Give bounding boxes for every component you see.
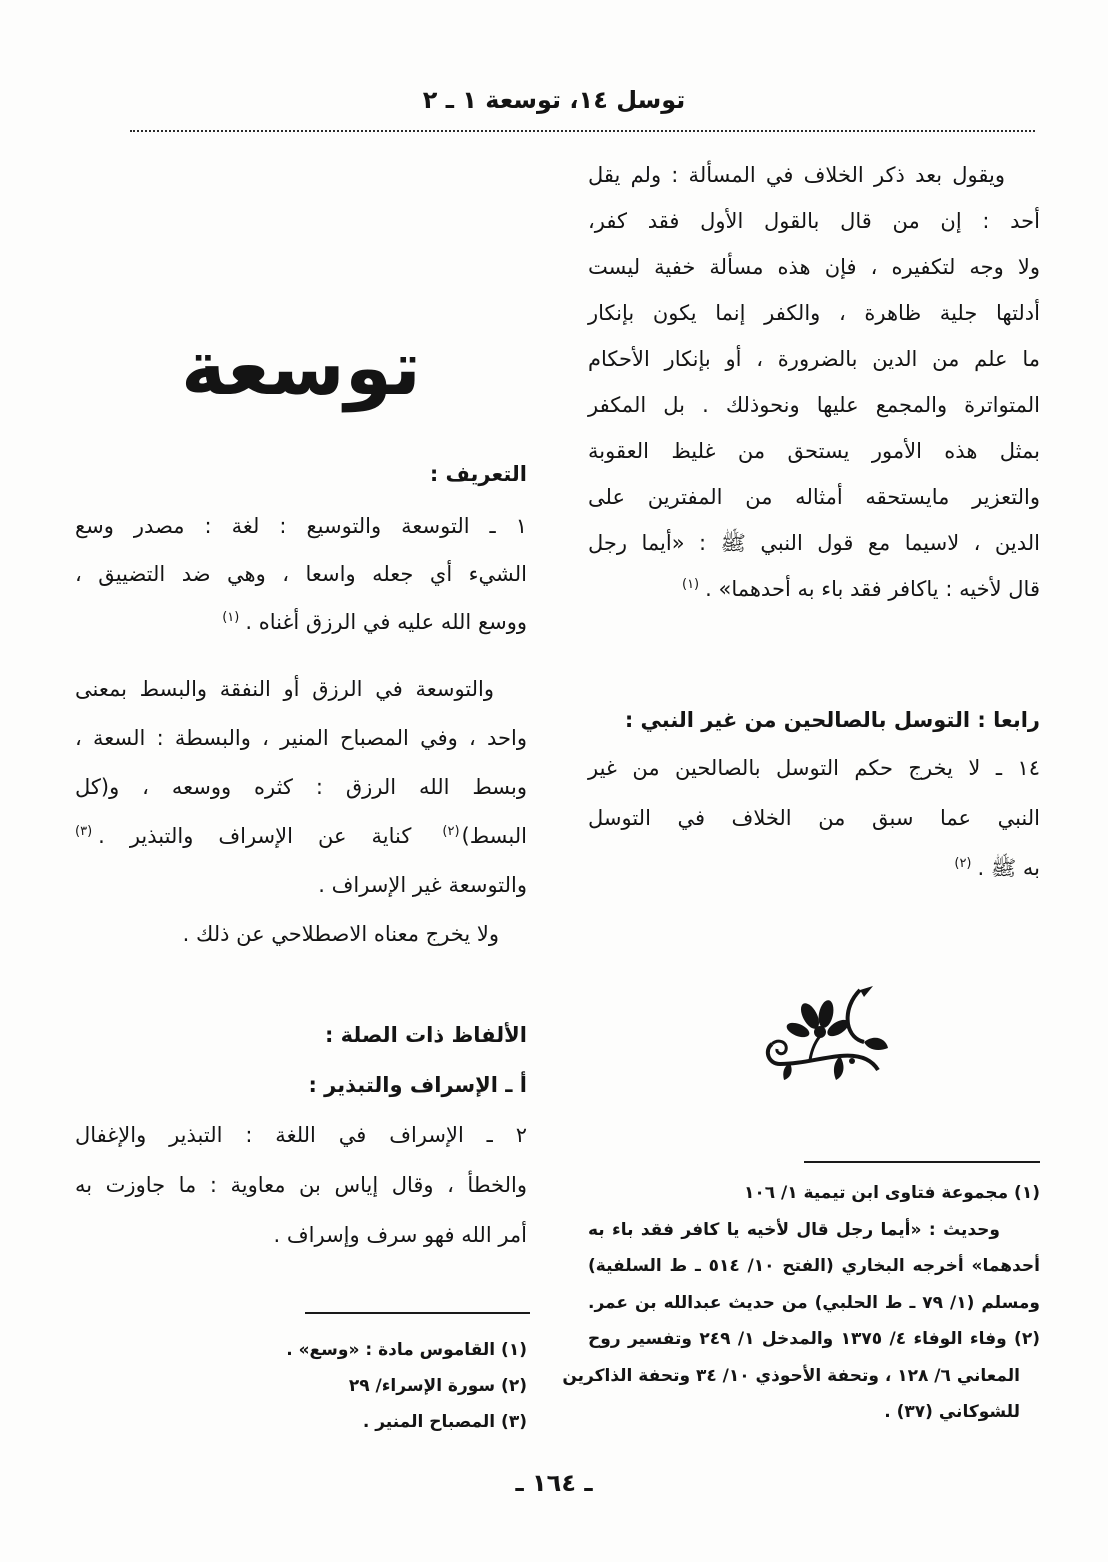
text-line <box>75 812 527 861</box>
footnote-line: (٣) المصباح المنير . <box>362 1412 527 1432</box>
text-line: ١٤ ـ لا يخرج حكم التوسل بالصالحين من غير <box>588 756 1040 780</box>
text-line: النبي عما سبق من الخلاف في التوسل <box>588 806 1040 830</box>
related-terms-section <box>75 1010 527 1260</box>
paragraph-3-line: ولا يخرج معناه الاصطلاحي عن ذلك . <box>182 922 499 946</box>
text-line <box>588 843 1040 893</box>
text-line: أحد : إن من قال بالقول الأول فقد كفر، <box>588 209 1040 233</box>
footnote-line: للشوكاني (٣٧) . <box>884 1402 1020 1422</box>
right-continuation-paragraph <box>588 152 1040 612</box>
paragraph-2 <box>75 665 527 959</box>
text-line: ٢ ـ الإسراف في اللغة : التبذير والإغفال <box>75 1123 527 1147</box>
footnote-line: (٢) وفاء الوفاء ٤/ ١٣٧٥ والمدخل ١/ ٢٤٩ وتفسير روح <box>588 1329 1040 1349</box>
paragraph-14 <box>588 743 1040 893</box>
footnote-marker: (١) <box>222 610 240 625</box>
footnote-line: (١) القاموس مادة : «وسع» . <box>286 1340 527 1360</box>
page-number: ـ ١٦٤ ـ <box>515 1469 593 1497</box>
text-line: ولا وجه لتكفيره ، فإن هذه مسألة خفية ليست <box>588 255 1040 279</box>
footnote-line: ومسلم (١/ ٧٩ ـ ط الحلبي) من حديث عبدالله بن عمر. <box>588 1292 1040 1313</box>
text-line: الدين ، لاسيما مع قول النبي ﷺ : «أيما رجل <box>588 531 1040 555</box>
right-footnotes <box>562 1175 1040 1431</box>
text-line: المتواترة والمجمع عليها ونحوذلك . بل المكفر <box>588 393 1040 417</box>
text-line: أمر الله فهو سرف وإسراف . <box>273 1223 527 1247</box>
text-line: واحد ، وفي المصباح المنير ، والبسطة : السعة ، <box>75 726 527 750</box>
footnote-line: وحديث : «أيما رجل قال لأخيه يا كافر فقد باء به <box>588 1219 1000 1240</box>
definition-heading: التعريف : <box>429 462 527 486</box>
text-line: وبسط الله الرزق : كثره ووسعه ، و(كل <box>75 775 527 799</box>
line-text: قال لأخيه : ياكافر فقد باء به أحدهما» . <box>705 577 1040 601</box>
text-line: ويقول بعد ذكر الخلاف في المسألة : ولم يقل <box>588 163 1005 187</box>
line-text: به ﷺ . <box>977 856 1040 880</box>
line-text: كناية عن الإسراف والتبذير . <box>98 824 412 848</box>
footnote-marker: (٣) <box>75 824 93 839</box>
paragraph-1 <box>75 502 527 646</box>
footnote-marker: (٢) <box>954 856 972 871</box>
text-line: بمثل هذه الأمور يستحق من غليظ العقوبة <box>588 439 1040 463</box>
footnote-line: أحدهما» أخرجه البخاري (الفتح ١٠/ ٥١٤ ـ ط السلفية) <box>588 1256 1040 1276</box>
entry-title: توسعة <box>181 323 421 412</box>
text-line: الشيء أي جعله واسعا ، وهي ضد التضييق ، <box>75 562 527 586</box>
section-heading-fourth: رابعا : التوسل بالصالحين من غير النبي : <box>624 708 1040 732</box>
text-line: ١ ـ التوسعة والتوسيع : لغة : مصدر وسع <box>75 514 527 538</box>
related-terms-heading: الألفاظ ذات الصلة : <box>324 1023 527 1047</box>
footnote-separator <box>305 1312 530 1314</box>
ornament-icon <box>760 984 892 1082</box>
header-dotted-rule <box>130 130 1035 132</box>
subheading-israf: أ ـ الإسراف والتبذير : <box>308 1073 527 1097</box>
text-line: والتوسعة في الرزق أو النفقة والبسط بمعنى <box>75 677 494 701</box>
text-line: ما علم من الدين بالضرورة ، أو بإنكار الأحكام <box>588 347 1040 371</box>
text-line: أدلتها جلية ظاهرة ، والكفر إنما يكون بإنكار <box>588 301 1040 325</box>
line-text: البسط) <box>461 824 527 848</box>
left-footnotes <box>75 1332 527 1440</box>
text-line: والتعزير مايستحقه أمثاله من المفترين على <box>588 485 1040 509</box>
footnote-line: (٢) سورة الإسراء/ ٢٩ <box>348 1376 527 1396</box>
footnote-line: (١) مجموعة فتاوى ابن تيمية ١/ ١٠٦ <box>743 1183 1040 1203</box>
text-line: والتوسعة غير الإسراف . <box>318 873 527 897</box>
text-line: والخطأ ، وقال إياس بن معاوية : ما جاوزت به <box>75 1173 527 1197</box>
footnote-separator <box>804 1161 1040 1163</box>
footnote-marker: (١) <box>681 577 700 592</box>
footnote-marker: (٢) <box>442 824 460 839</box>
footnote-line: المعاني ٦/ ١٢٨ ، وتحفة الأحوذي ١٠/ ٣٤ وتحفة الذاكرين <box>562 1365 1020 1386</box>
text-line <box>588 566 1040 612</box>
running-title: توسل ١٤، توسعة ١ ـ ٢ <box>422 86 686 114</box>
text-line <box>75 598 527 646</box>
line-text: ووسع الله عليه في الرزق أغناه . <box>245 610 527 634</box>
